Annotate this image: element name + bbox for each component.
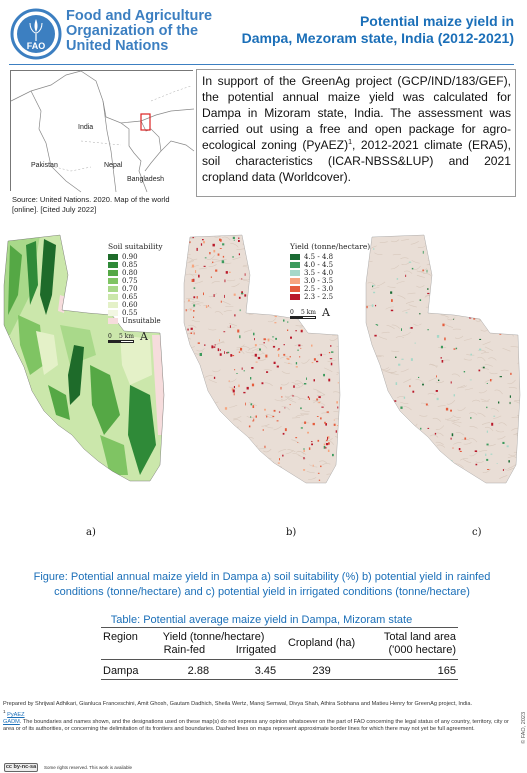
intro-text-2: , 2012-2021 climate (ERA5), soil characteristics (ICAR-NBSS&LUP) and 2021 cropland data (Worldcover). <box>202 138 511 184</box>
cc-license-icon[interactable]: cc by-nc-sa <box>5 764 37 770</box>
gadm-link[interactable]: GADM <box>3 718 20 725</box>
yield-legend-item <box>290 293 370 301</box>
yield-legend-item <box>290 261 370 269</box>
legend-swatch <box>108 318 118 324</box>
legend-swatch <box>108 302 118 308</box>
legend-swatch <box>290 278 300 284</box>
location-map <box>10 70 193 191</box>
document-title: Potential maize yield in Dampa, Mezoram state, India (2012-2021) <box>241 13 514 46</box>
header-yield: Yield (tonne/hectare) <box>149 628 278 645</box>
cell-rainfed: 2.88 <box>149 660 219 680</box>
legend-label: 2.3 - 2.5 <box>304 293 334 301</box>
panel-label-c: c) <box>472 527 482 538</box>
north-arrow-icon-b: A <box>322 306 330 319</box>
panel-label-a: a) <box>86 527 96 538</box>
legend-label: 3.5 - 4.0 <box>304 269 334 277</box>
legend-swatch <box>108 310 118 316</box>
cell-total-area: 165 <box>365 660 458 680</box>
soil-legend-item <box>108 277 163 285</box>
scale-bar-b <box>290 306 370 319</box>
figure-caption: Figure: Potential annual maize yield in Dampa a) soil suitability (%) b) potential yield in rainfed conditions (tonne/hectare) and c) potential yield in irrigated conditions (tonne/hectare) <box>33 571 491 598</box>
scale-zero-b: 0 <box>290 309 294 316</box>
yield-legend-item <box>290 253 370 261</box>
soil-legend-item <box>108 293 163 301</box>
legend-label: 0.90 <box>122 253 138 261</box>
soil-legend-item <box>108 261 163 269</box>
nepal-label: Nepal <box>104 162 123 169</box>
yield-legend-item <box>290 269 370 277</box>
cell-irrigated: 3.45 <box>220 660 279 680</box>
legend-label: 0.75 <box>122 277 138 285</box>
legend-swatch <box>108 286 118 292</box>
footnote-ref: 1 <box>348 138 352 146</box>
soil-legend-item <box>108 309 163 317</box>
table-row <box>101 660 458 680</box>
panel-label-b: b) <box>286 527 297 538</box>
india-label: India <box>78 124 94 131</box>
license <box>4 763 132 772</box>
yield-legend <box>290 242 370 319</box>
legend-label: 3.0 - 3.5 <box>304 277 334 285</box>
soil-legend-item <box>108 269 163 277</box>
yield-table <box>101 627 458 680</box>
copyright: © FAO, 2023 <box>521 712 527 744</box>
legend-label: 0.60 <box>122 301 138 309</box>
footnote-1: $^1$ PyAEZ <box>3 709 25 718</box>
soil-legend-item <box>108 301 163 309</box>
legend-swatch <box>290 270 300 276</box>
legend-swatch <box>108 278 118 284</box>
legend-swatch <box>108 270 118 276</box>
legend-swatch <box>290 294 300 300</box>
scale-zero-a: 0 <box>108 333 112 340</box>
cell-region: Dampa <box>101 660 149 680</box>
legend-label: 0.80 <box>122 269 138 277</box>
prepared-by: Prepared by Shrijwal Adhikari, Gianluca Franceschini, Amit Ghosh, Gautam Dadhich, Sheila Wertz, Manoj Semwal, Divya Shah, Athira Sobhana and Matieu Henry for GreenAg project, India. <box>3 701 473 707</box>
legend-swatch <box>108 254 118 260</box>
footer-notes <box>3 701 513 733</box>
soil-suitability-legend <box>108 242 163 343</box>
legend-label: 4.5 - 4.8 <box>304 253 334 261</box>
legend-swatch <box>108 294 118 300</box>
header-total-area: Total land area <box>365 628 458 645</box>
legend-label: 4.0 - 4.5 <box>304 261 334 269</box>
header-rainfed: Rain-fed <box>149 644 219 660</box>
scale-label-b: 5 km <box>300 309 316 316</box>
cell-cropland: 239 <box>278 660 365 680</box>
header-total-area-unit: ('000 hectare) <box>365 644 458 660</box>
legend-label: 0.85 <box>122 261 138 269</box>
map-source: Source: United Nations. 2020. Map of the world [online]. [Cited July 2022] <box>12 195 170 214</box>
legend-label: 0.55 <box>122 309 138 317</box>
map-panels <box>0 235 523 538</box>
soil-legend-item <box>108 317 163 325</box>
legend-swatch <box>290 262 300 268</box>
disclaimer: GADM. The boundaries and names shown, and the designations used on these map(s) do not express any opinion whatsoever on the part of FAO concerning the legal status of any country, territory, city or area or of its authorities, or concerning the delimitation of its frontiers and boundaries. Dashed lines on maps represent approximate border lines for which there may not yet be full agreement. <box>3 718 509 732</box>
fao-logo <box>10 8 62 60</box>
intro-text-1: In support of the GreenAg project (GCP/IND/183/GEF), the potential annual maize yield was calculated for Dampa in Mizoram state, India. The assessment was carried out using a free and open package for agro-ecological zoning (PyAEZ) <box>202 74 511 152</box>
table-title: Table: Potential average maize yield in Dampa, Mizoram state <box>110 614 413 626</box>
bangladesh-label: Bangladesh <box>127 176 164 183</box>
pakistan-label: Pakistan <box>31 162 58 169</box>
header-irrigated: Irrigated <box>220 644 279 660</box>
organization-name: Food and Agriculture Organization of the United Nations <box>66 8 213 54</box>
north-arrow-icon: A <box>140 330 148 343</box>
license-text: Some rights reserved. This work is available <box>44 765 132 770</box>
soil-legend-item <box>108 285 163 293</box>
legend-swatch <box>290 286 300 292</box>
scale-label-a: 5 km <box>118 333 134 340</box>
legend-title-b: Yield (tonne/hectare) <box>290 242 371 251</box>
legend-label: 2.5 - 3.0 <box>304 285 334 293</box>
logo-text: FAO <box>26 41 46 51</box>
soil-legend-item <box>108 253 163 261</box>
yield-legend-item <box>290 285 370 293</box>
yield-legend-item <box>290 277 370 285</box>
irrigated-yield-map <box>362 235 523 485</box>
legend-title-a: Soil suitability <box>108 242 163 251</box>
header-divider <box>9 64 514 65</box>
legend-swatch <box>290 254 300 260</box>
header-cropland: Cropland (ha) <box>278 628 365 660</box>
legend-label: 0.65 <box>122 293 138 301</box>
legend-label: Unsuitable <box>122 317 161 325</box>
header-region: Region <box>101 628 149 660</box>
intro-paragraph <box>196 69 516 197</box>
legend-label: 0.70 <box>122 285 138 293</box>
pyaez-link[interactable]: PyAEZ <box>7 711 25 718</box>
legend-swatch <box>108 262 118 268</box>
scale-bar-a <box>108 330 163 343</box>
